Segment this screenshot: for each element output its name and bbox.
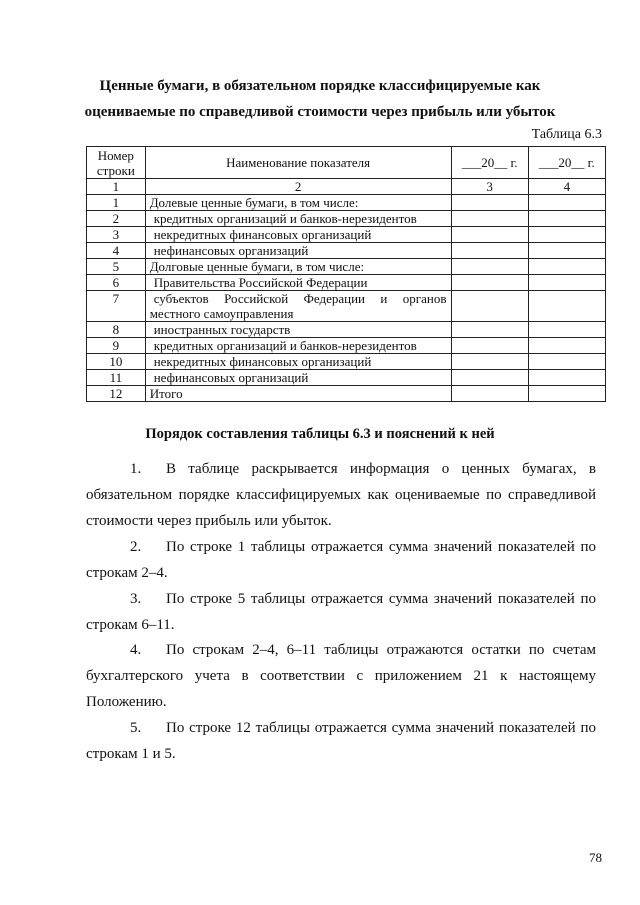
table-row	[87, 275, 606, 291]
row-value-1	[451, 211, 528, 227]
row-value-1	[451, 338, 528, 354]
paragraph-1	[86, 456, 596, 534]
row-name: некредитных финансовых организаций	[153, 354, 372, 369]
paragraph-number: 1.	[130, 461, 142, 477]
row-number: 3	[87, 227, 146, 243]
header-row-number: Номер строки	[87, 147, 146, 179]
page-number: 78	[589, 850, 602, 865]
title-line-2: оцениваемые по справедливой стоимости через прибыль или убыток	[84, 104, 556, 120]
row-number: 9	[87, 338, 146, 354]
row-name: кредитных организаций и банков-нерезидентов	[153, 338, 417, 353]
paragraph-number: 5.	[130, 720, 142, 736]
procedure-heading: Порядок составления таблицы 6.3 и пояснений к ней	[145, 426, 495, 442]
table-row	[87, 291, 606, 322]
row-name: нефинансовых организаций	[153, 370, 309, 385]
table-row	[87, 227, 606, 243]
paragraph-4	[86, 637, 596, 715]
row-name: кредитных организаций и банков-нерезидентов	[153, 211, 417, 226]
table-row	[87, 386, 606, 402]
row-value-1	[451, 227, 528, 243]
header-year-1: ___20__ г.	[451, 147, 528, 179]
table-label: Таблица 6.3	[531, 127, 602, 142]
paragraph-text: По строке 5 таблицы отражается сумма значений показателей по строкам 6–11.	[86, 591, 596, 633]
column-index: 4	[528, 179, 605, 195]
row-name-line-2: местного самоуправления	[149, 306, 294, 321]
row-value-2	[528, 338, 605, 354]
row-value-2	[528, 370, 605, 386]
header-year-2: ___20__ г.	[528, 147, 605, 179]
table-row	[87, 354, 606, 370]
title-line-1: Ценные бумаги, в обязательном порядке классифицируемые как	[99, 78, 541, 94]
row-name-line-1: субъектов Российской Федерации и органов	[153, 291, 447, 306]
table-row	[87, 211, 606, 227]
row-value-2	[528, 259, 605, 275]
row-name: Итого	[145, 386, 451, 402]
column-index: 1	[87, 179, 146, 195]
row-value-2	[528, 291, 605, 322]
row-name: Долговые ценные бумаги, в том числе:	[145, 259, 451, 275]
paragraph-text: По строке 1 таблицы отражается сумма значений показателей по строкам 2–4.	[86, 539, 596, 581]
paragraph-number: 2.	[130, 539, 142, 555]
table-row	[87, 322, 606, 338]
row-number: 12	[87, 386, 146, 402]
row-name: некредитных финансовых организаций	[153, 227, 372, 242]
row-value-1	[451, 259, 528, 275]
row-value-2	[528, 354, 605, 370]
row-number: 2	[87, 211, 146, 227]
row-number: 1	[87, 195, 146, 211]
row-name: нефинансовых организаций	[153, 243, 309, 258]
row-value-1	[451, 370, 528, 386]
row-value-1	[451, 291, 528, 322]
paragraph-number: 3.	[130, 591, 142, 607]
row-value-1	[451, 243, 528, 259]
row-value-2	[528, 386, 605, 402]
column-index: 2	[145, 179, 451, 195]
row-value-1	[451, 195, 528, 211]
row-value-1	[451, 275, 528, 291]
row-number: 11	[87, 370, 146, 386]
row-value-1	[451, 386, 528, 402]
row-value-1	[451, 354, 528, 370]
row-name: Правительства Российской Федерации	[153, 275, 368, 290]
table-row	[87, 259, 606, 275]
table-row	[87, 243, 606, 259]
row-value-2	[528, 243, 605, 259]
row-number: 6	[87, 275, 146, 291]
document-title	[60, 73, 580, 125]
row-number: 10	[87, 354, 146, 370]
row-number: 4	[87, 243, 146, 259]
table-header-row	[87, 147, 606, 179]
header-indicator-name: Наименование показателя	[145, 147, 451, 179]
row-value-2	[528, 322, 605, 338]
column-index-row	[87, 179, 606, 195]
row-value-2	[528, 211, 605, 227]
row-value-1	[451, 322, 528, 338]
column-index: 3	[451, 179, 528, 195]
row-value-2	[528, 227, 605, 243]
paragraph-2	[86, 534, 596, 586]
paragraph-text: В таблице раскрывается информация о ценных бумагах, в обязательном порядке классифицируемых как оцениваемые по справедливой стоимости через прибыль или убыток.	[86, 461, 596, 529]
row-number: 7	[87, 291, 146, 322]
table-row	[87, 370, 606, 386]
paragraph-5	[86, 715, 596, 767]
row-name: иностранных государств	[153, 322, 291, 337]
row-value-2	[528, 275, 605, 291]
paragraph-text: По строкам 2–4, 6–11 таблицы отражаются остатки по счетам бухгалтерского учета в соответствии с приложением 21 к настоящему Положению.	[86, 642, 596, 710]
row-name: Долевые ценные бумаги, в том числе:	[145, 195, 451, 211]
paragraph-text: По строке 12 таблицы отражается сумма значений показателей по строкам 1 и 5.	[86, 720, 596, 762]
securities-table	[86, 146, 606, 402]
row-value-2	[528, 195, 605, 211]
paragraph-number: 4.	[130, 642, 142, 658]
table-row	[87, 338, 606, 354]
row-number: 8	[87, 322, 146, 338]
paragraph-3	[86, 586, 596, 638]
table-row	[87, 195, 606, 211]
row-number: 5	[87, 259, 146, 275]
